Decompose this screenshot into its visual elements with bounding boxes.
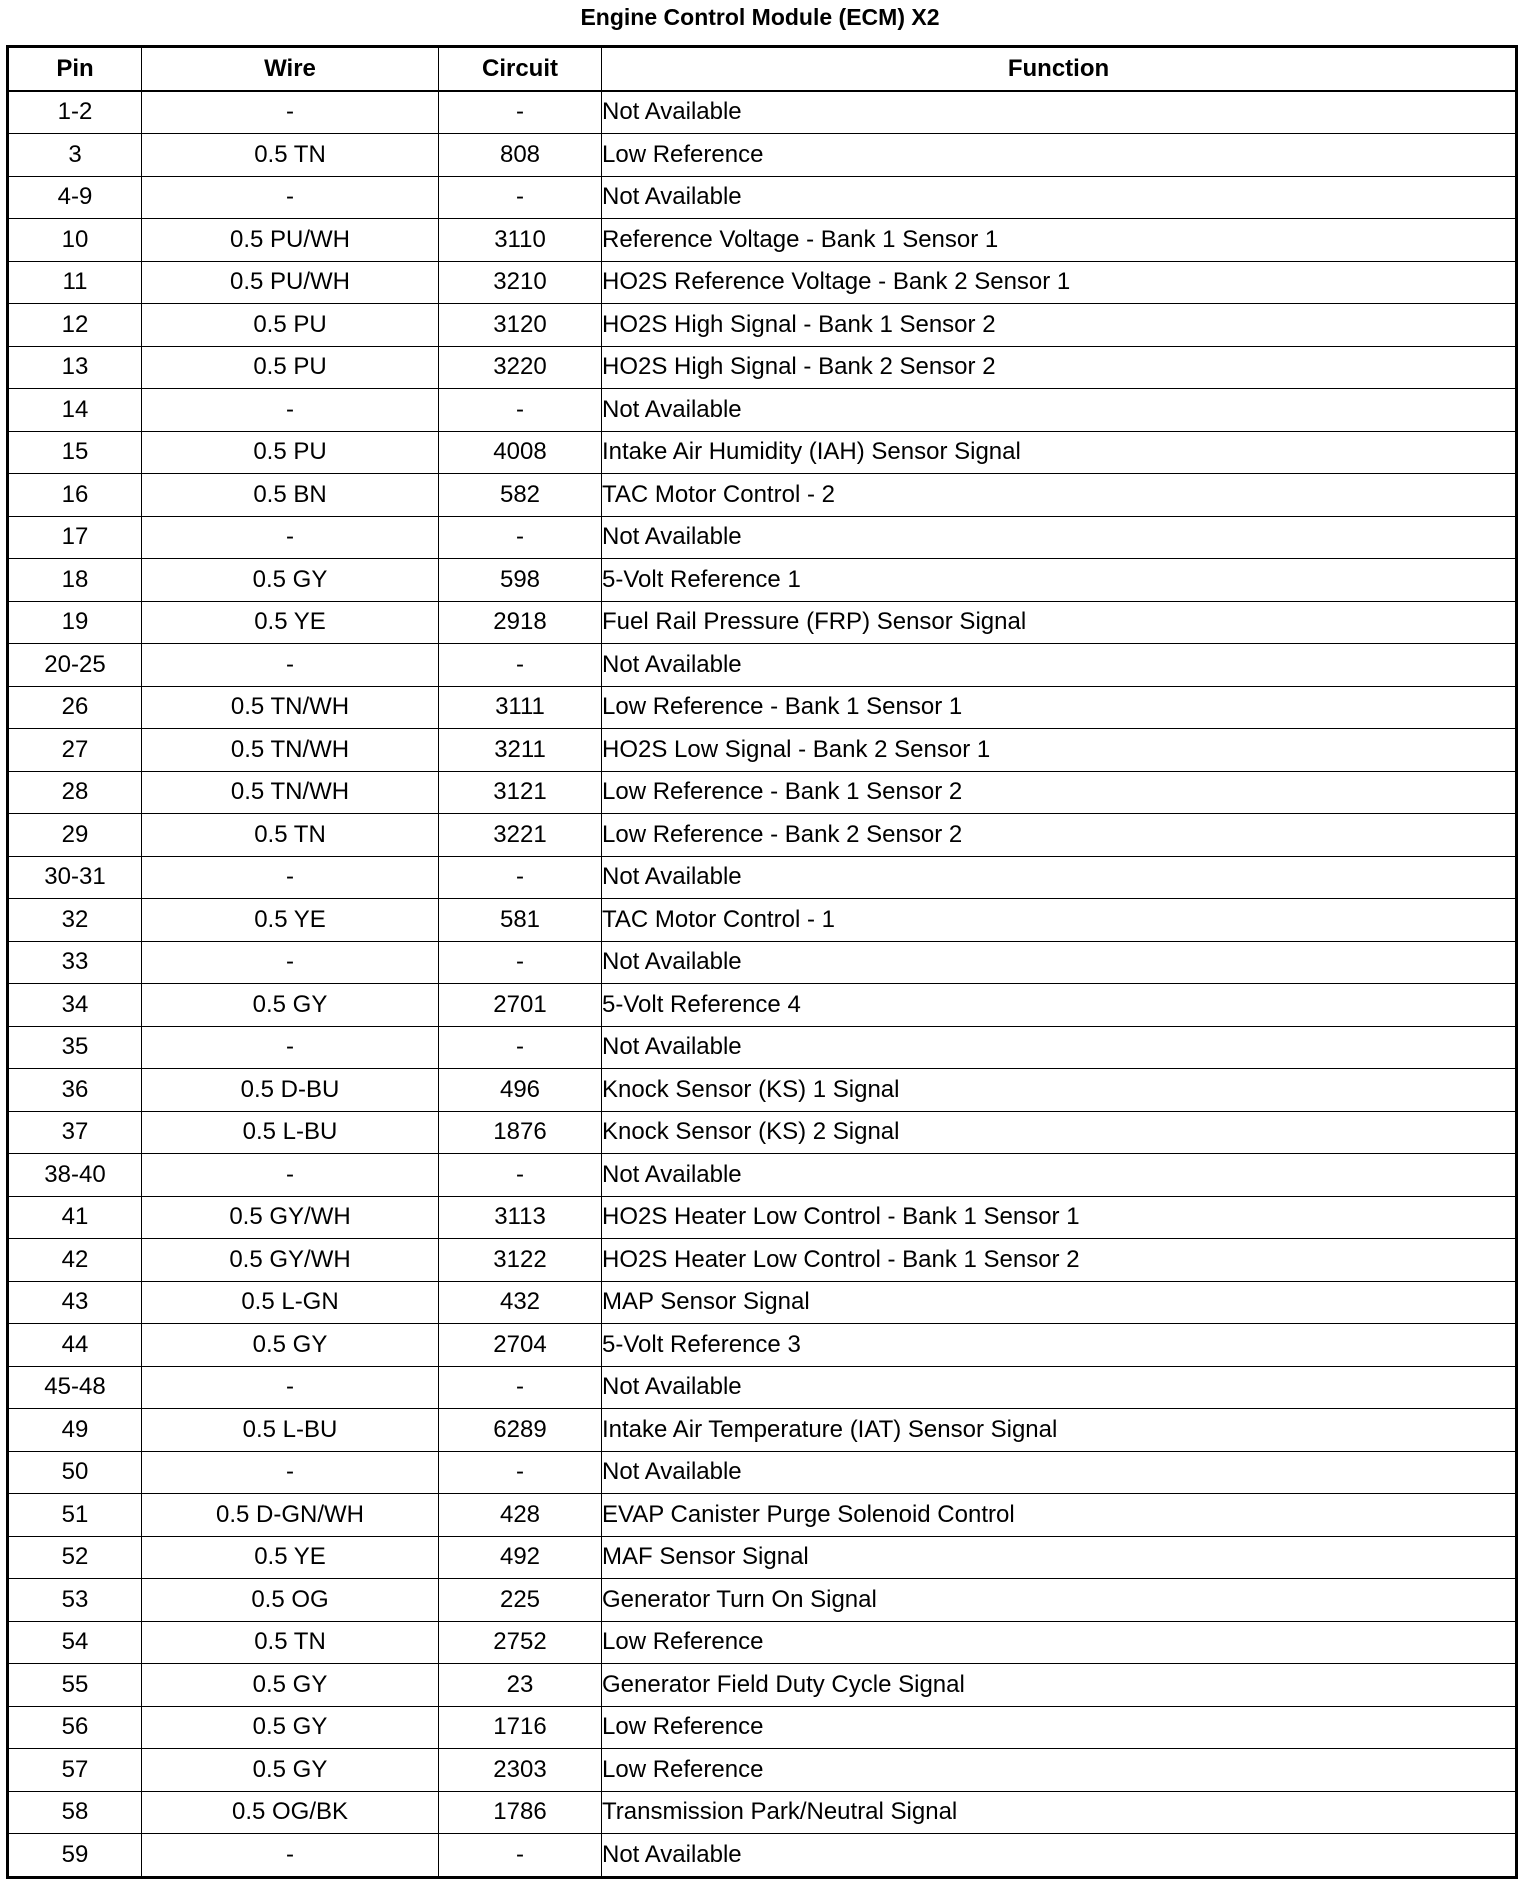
pin-cell: 45-48 [8,1366,142,1409]
pin-cell: 11 [8,261,142,304]
function-cell: HO2S Reference Voltage - Bank 2 Sensor 1 [602,261,1517,304]
pin-cell: 32 [8,899,142,942]
pin-cell: 53 [8,1579,142,1622]
function-cell: 5-Volt Reference 1 [602,559,1517,602]
table-row [8,1324,1517,1367]
pin-cell: 36 [8,1069,142,1112]
function-cell: HO2S Heater Low Control - Bank 1 Sensor 2 [602,1239,1517,1282]
wire-cell: - [142,176,439,219]
circuit-cell: - [439,389,602,432]
pin-cell: 20-25 [8,644,142,687]
pin-cell: 26 [8,686,142,729]
function-cell: Knock Sensor (KS) 2 Signal [602,1111,1517,1154]
pin-cell: 52 [8,1536,142,1579]
table-row [8,601,1517,644]
wire-cell: 0.5 D-GN/WH [142,1494,439,1537]
wire-cell: 0.5 GY [142,1664,439,1707]
function-cell: 5-Volt Reference 3 [602,1324,1517,1367]
circuit-cell: 1716 [439,1706,602,1749]
wire-cell: - [142,1026,439,1069]
table-row [8,219,1517,262]
pin-cell: 55 [8,1664,142,1707]
table-row [8,1834,1517,1878]
function-cell: Low Reference - Bank 1 Sensor 2 [602,771,1517,814]
table-row [8,1536,1517,1579]
circuit-cell: - [439,941,602,984]
circuit-cell: 23 [439,1664,602,1707]
circuit-cell: 4008 [439,431,602,474]
pin-cell: 3 [8,134,142,177]
function-cell: Reference Voltage - Bank 1 Sensor 1 [602,219,1517,262]
pin-cell: 42 [8,1239,142,1282]
table-row [8,559,1517,602]
pin-cell: 16 [8,474,142,517]
table-row [8,1239,1517,1282]
table-row [8,1154,1517,1197]
circuit-cell: 1786 [439,1791,602,1834]
table-row [8,91,1517,134]
function-cell: Not Available [602,856,1517,899]
circuit-cell: 6289 [439,1409,602,1452]
function-cell: HO2S Low Signal - Bank 2 Sensor 1 [602,729,1517,772]
table-row [8,1026,1517,1069]
column-header-function: Function [602,47,1517,91]
wire-cell: 0.5 YE [142,601,439,644]
table-row [8,1579,1517,1622]
table-row [8,176,1517,219]
wire-cell: 0.5 TN [142,814,439,857]
wire-cell: 0.5 L-BU [142,1111,439,1154]
table-row [8,1451,1517,1494]
wire-cell: 0.5 TN/WH [142,771,439,814]
wire-cell: 0.5 OG/BK [142,1791,439,1834]
wire-cell: 0.5 PU [142,304,439,347]
table-row [8,941,1517,984]
column-header-circuit: Circuit [439,47,602,91]
pin-cell: 10 [8,219,142,262]
wire-cell: - [142,644,439,687]
table-row [8,1749,1517,1792]
table-row [8,346,1517,389]
page-title: Engine Control Module (ECM) X2 [580,4,940,30]
pin-cell: 15 [8,431,142,474]
wire-cell: 0.5 TN/WH [142,686,439,729]
function-cell: Not Available [602,176,1517,219]
circuit-cell: - [439,1834,602,1878]
wire-cell: - [142,856,439,899]
pin-cell: 59 [8,1834,142,1878]
pin-cell: 12 [8,304,142,347]
function-cell: Not Available [602,644,1517,687]
circuit-cell: 492 [439,1536,602,1579]
circuit-cell: - [439,644,602,687]
pin-cell: 38-40 [8,1154,142,1197]
wire-cell: - [142,941,439,984]
function-cell: TAC Motor Control - 1 [602,899,1517,942]
circuit-cell: 581 [439,899,602,942]
function-cell: MAF Sensor Signal [602,1536,1517,1579]
circuit-cell: 3120 [439,304,602,347]
circuit-cell: 3111 [439,686,602,729]
table-row [8,516,1517,559]
pinout-table [6,45,1518,1879]
function-cell: Intake Air Humidity (IAH) Sensor Signal [602,431,1517,474]
pin-cell: 34 [8,984,142,1027]
table-row [8,856,1517,899]
wire-cell: 0.5 GY [142,1706,439,1749]
function-cell: Not Available [602,91,1517,134]
wire-cell: 0.5 GY/WH [142,1239,439,1282]
column-header-wire: Wire [142,47,439,91]
table-row [8,729,1517,772]
pin-cell: 4-9 [8,176,142,219]
function-cell: Knock Sensor (KS) 1 Signal [602,1069,1517,1112]
table-row [8,771,1517,814]
wire-cell: - [142,1366,439,1409]
circuit-cell: 582 [439,474,602,517]
pin-cell: 51 [8,1494,142,1537]
function-cell: Low Reference - Bank 1 Sensor 1 [602,686,1517,729]
function-cell: 5-Volt Reference 4 [602,984,1517,1027]
pin-cell: 13 [8,346,142,389]
circuit-cell: 3113 [439,1196,602,1239]
function-cell: Not Available [602,1366,1517,1409]
circuit-cell: 225 [439,1579,602,1622]
wire-cell: 0.5 GY [142,1324,439,1367]
wire-cell: 0.5 L-BU [142,1409,439,1452]
wire-cell: - [142,516,439,559]
wire-cell: 0.5 GY [142,559,439,602]
function-cell: HO2S High Signal - Bank 1 Sensor 2 [602,304,1517,347]
pin-cell: 57 [8,1749,142,1792]
circuit-cell: 598 [439,559,602,602]
table-row [8,1621,1517,1664]
function-cell: Not Available [602,1026,1517,1069]
pin-cell: 35 [8,1026,142,1069]
pin-cell: 18 [8,559,142,602]
table-body [8,91,1517,1878]
circuit-cell: 3210 [439,261,602,304]
table-row [8,686,1517,729]
circuit-cell: 428 [439,1494,602,1537]
function-cell: MAP Sensor Signal [602,1281,1517,1324]
function-cell: Not Available [602,941,1517,984]
function-cell: Low Reference - Bank 2 Sensor 2 [602,814,1517,857]
wire-cell: 0.5 TN [142,1621,439,1664]
function-cell: Not Available [602,1451,1517,1494]
circuit-cell: 1876 [439,1111,602,1154]
wire-cell: - [142,1154,439,1197]
circuit-cell: 3221 [439,814,602,857]
circuit-cell: 2918 [439,601,602,644]
function-cell: Intake Air Temperature (IAT) Sensor Signal [602,1409,1517,1452]
circuit-cell: 2704 [439,1324,602,1367]
pin-cell: 29 [8,814,142,857]
table-row [8,474,1517,517]
wire-cell: 0.5 TN/WH [142,729,439,772]
pin-cell: 14 [8,389,142,432]
table-row [8,1706,1517,1749]
wire-cell: - [142,389,439,432]
table-row [8,431,1517,474]
circuit-cell: - [439,176,602,219]
wire-cell: - [142,91,439,134]
table-row [8,1281,1517,1324]
circuit-cell: 2701 [439,984,602,1027]
pin-cell: 17 [8,516,142,559]
pin-cell: 30-31 [8,856,142,899]
wire-cell: 0.5 PU/WH [142,261,439,304]
circuit-cell: - [439,1154,602,1197]
function-cell: Low Reference [602,1749,1517,1792]
circuit-cell: - [439,1026,602,1069]
pin-cell: 1-2 [8,91,142,134]
function-cell: EVAP Canister Purge Solenoid Control [602,1494,1517,1537]
table-row [8,389,1517,432]
table-row [8,814,1517,857]
table-row [8,1791,1517,1834]
function-cell: Not Available [602,516,1517,559]
function-cell: Low Reference [602,1621,1517,1664]
table-row [8,1069,1517,1112]
wire-cell: 0.5 L-GN [142,1281,439,1324]
table-row [8,644,1517,687]
pin-cell: 33 [8,941,142,984]
pin-cell: 19 [8,601,142,644]
table-row [8,134,1517,177]
pin-cell: 44 [8,1324,142,1367]
column-header-pin: Pin [8,47,142,91]
function-cell: Fuel Rail Pressure (FRP) Sensor Signal [602,601,1517,644]
circuit-cell: 2752 [439,1621,602,1664]
pin-cell: 41 [8,1196,142,1239]
circuit-cell: 2303 [439,1749,602,1792]
circuit-cell: - [439,1366,602,1409]
pin-cell: 58 [8,1791,142,1834]
table-row [8,1366,1517,1409]
function-cell: Not Available [602,1154,1517,1197]
function-cell: HO2S Heater Low Control - Bank 1 Sensor 1 [602,1196,1517,1239]
pin-cell: 54 [8,1621,142,1664]
table-row [8,1196,1517,1239]
wire-cell: 0.5 BN [142,474,439,517]
table-header-row [8,47,1517,91]
wire-cell: 0.5 PU/WH [142,219,439,262]
wire-cell: 0.5 YE [142,1536,439,1579]
table-row [8,1409,1517,1452]
circuit-cell: - [439,856,602,899]
wire-cell: 0.5 GY [142,1749,439,1792]
pin-cell: 37 [8,1111,142,1154]
circuit-cell: - [439,91,602,134]
wire-cell: 0.5 OG [142,1579,439,1622]
table-row [8,899,1517,942]
wire-cell: 0.5 PU [142,431,439,474]
wire-cell: 0.5 GY [142,984,439,1027]
function-cell: Not Available [602,1834,1517,1878]
table-row [8,984,1517,1027]
function-cell: Low Reference [602,134,1517,177]
function-cell: Generator Turn On Signal [602,1579,1517,1622]
table-row [8,304,1517,347]
wire-cell: - [142,1451,439,1494]
circuit-cell: 432 [439,1281,602,1324]
wire-cell: 0.5 D-BU [142,1069,439,1112]
circuit-cell: 3121 [439,771,602,814]
table-row [8,1664,1517,1707]
table-row [8,1494,1517,1537]
wire-cell: 0.5 YE [142,899,439,942]
table-row [8,261,1517,304]
wire-cell: 0.5 GY/WH [142,1196,439,1239]
pin-cell: 49 [8,1409,142,1452]
pin-cell: 43 [8,1281,142,1324]
wire-cell: - [142,1834,439,1878]
circuit-cell: 3220 [439,346,602,389]
function-cell: Low Reference [602,1706,1517,1749]
function-cell: Transmission Park/Neutral Signal [602,1791,1517,1834]
circuit-cell: 496 [439,1069,602,1112]
pin-cell: 56 [8,1706,142,1749]
circuit-cell: - [439,1451,602,1494]
circuit-cell: 3122 [439,1239,602,1282]
function-cell: Not Available [602,389,1517,432]
wire-cell: 0.5 PU [142,346,439,389]
table-row [8,1111,1517,1154]
pin-cell: 50 [8,1451,142,1494]
circuit-cell: - [439,516,602,559]
pin-cell: 28 [8,771,142,814]
function-cell: Generator Field Duty Cycle Signal [602,1664,1517,1707]
circuit-cell: 3110 [439,219,602,262]
circuit-cell: 808 [439,134,602,177]
pin-cell: 27 [8,729,142,772]
function-cell: TAC Motor Control - 2 [602,474,1517,517]
circuit-cell: 3211 [439,729,602,772]
function-cell: HO2S High Signal - Bank 2 Sensor 2 [602,346,1517,389]
wire-cell: 0.5 TN [142,134,439,177]
